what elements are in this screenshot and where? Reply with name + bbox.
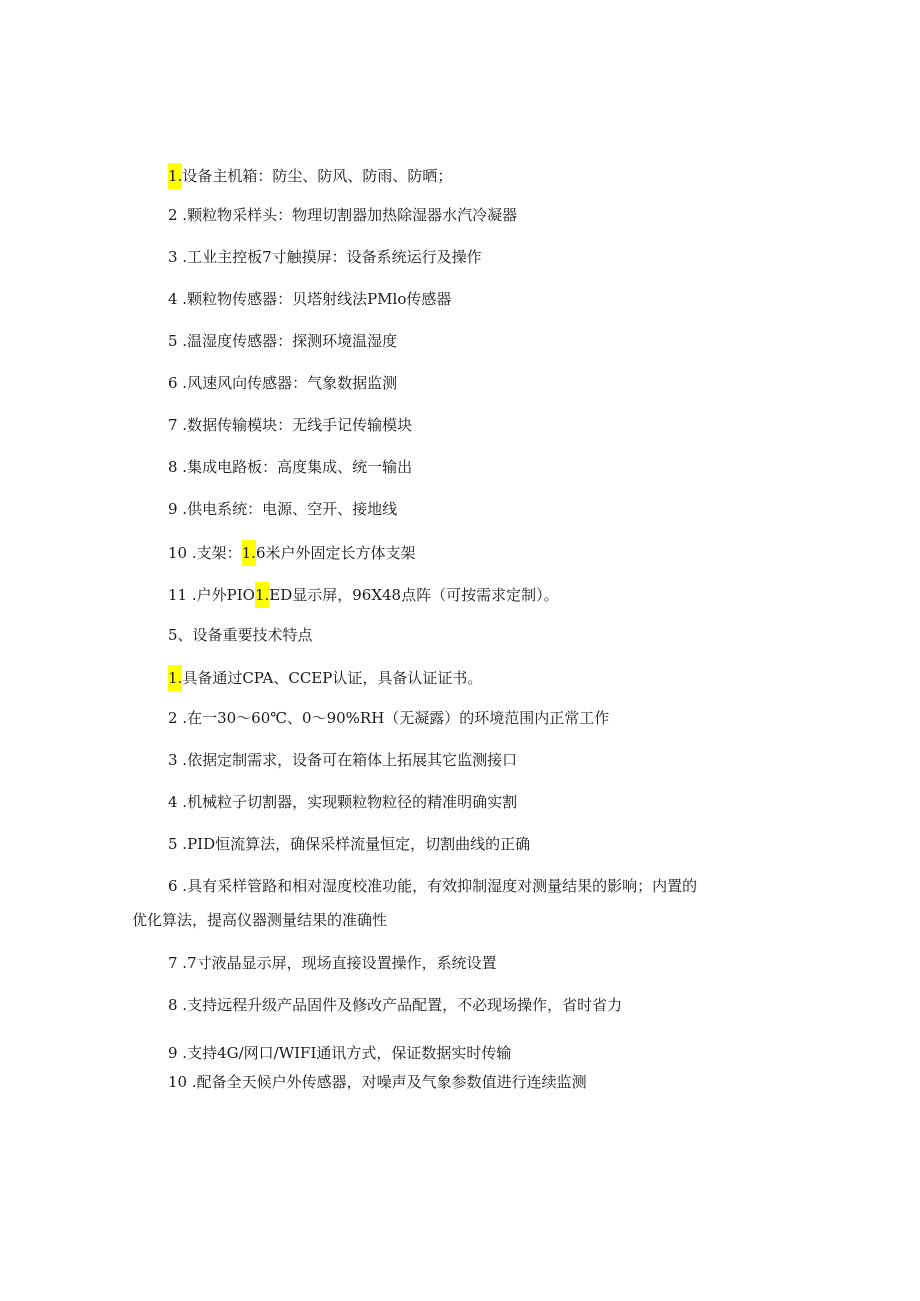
- feature-item-4: 4 .机械粒子切割器，实现颗粒物粒径的精准明确实割: [168, 793, 518, 811]
- feature-item-6-line-1: 6 .具有采样管路和相对湿度校准功能，有效抑制湿度对测量结果的影响；内置的: [168, 877, 698, 895]
- component-item-3: 3 .工业主控板7寸触摸屏：设备系统运行及操作: [168, 248, 482, 266]
- component-item-11: [168, 582, 559, 608]
- feature-item-7: 7 .7寸液晶显示屏，现场直接设置操作，系统设置: [168, 954, 497, 972]
- item-text: 11 .户外PIO: [168, 586, 255, 604]
- component-item-6: 6 .风速风向传感器：气象数据监测: [168, 374, 398, 392]
- item-number-highlight: 1.: [168, 665, 182, 691]
- component-item-9: 9 .供电系统：电源、空开、接地线: [168, 500, 398, 518]
- feature-item-8: 8 .支持远程升级产品固件及修改产品配置，不必现场操作，省时省力: [168, 996, 623, 1014]
- feature-item-2: 2 .在一30～60℃、0～90%RH（无凝露）的环境范围内正常工作: [168, 709, 610, 727]
- feature-item-6-line-2: 优化算法，提高仪器测量结果的准确性: [132, 911, 388, 929]
- item-text: 10 .支架：: [168, 544, 242, 562]
- item-text: 6米户外固定长方体支架: [255, 544, 416, 562]
- feature-item-10: 10 .配备全天候户外传感器，对噪声及气象参数值进行连续监测: [168, 1073, 587, 1091]
- highlight-mark: 1.: [255, 582, 269, 608]
- component-item-4: 4 .颗粒物传感器：贝塔射线法PMlo传感器: [168, 290, 452, 308]
- item-text: 设备主机箱：防尘、防风、防雨、防晒；: [182, 167, 453, 185]
- highlight-mark: 1.: [242, 540, 256, 566]
- item-text: ED显示屏，96X48点阵（可按需求定制）。: [269, 586, 559, 604]
- feature-item-5: 5 .PID恒流算法，确保采样流量恒定，切割曲线的正确: [168, 835, 531, 853]
- component-item-10: [168, 540, 415, 566]
- section-heading: 5、设备重要技术特点: [168, 626, 313, 644]
- feature-item-9: 9 .支持4G/网口/WIFI通讯方式，保证数据实时传输: [168, 1044, 512, 1062]
- component-item-8: 8 .集成电路板：高度集成、统一输出: [168, 458, 413, 476]
- component-item-2: 2 .颗粒物采样头：物理切割器加热除湿器水汽冷凝器: [168, 206, 518, 224]
- feature-item-1: [168, 665, 482, 691]
- component-item-1: [168, 163, 452, 189]
- feature-item-3: 3 .依据定制需求，设备可在箱体上拓展其它监测接口: [168, 751, 518, 769]
- item-text: 具备通过CPA、CCEP认证，具备认证证书。: [182, 669, 483, 687]
- component-item-7: 7 .数据传输模块：无线手记传输模块: [168, 416, 413, 434]
- component-item-5: 5 .温湿度传感器：探测环境温湿度: [168, 332, 398, 350]
- item-number-highlight: 1.: [168, 163, 182, 189]
